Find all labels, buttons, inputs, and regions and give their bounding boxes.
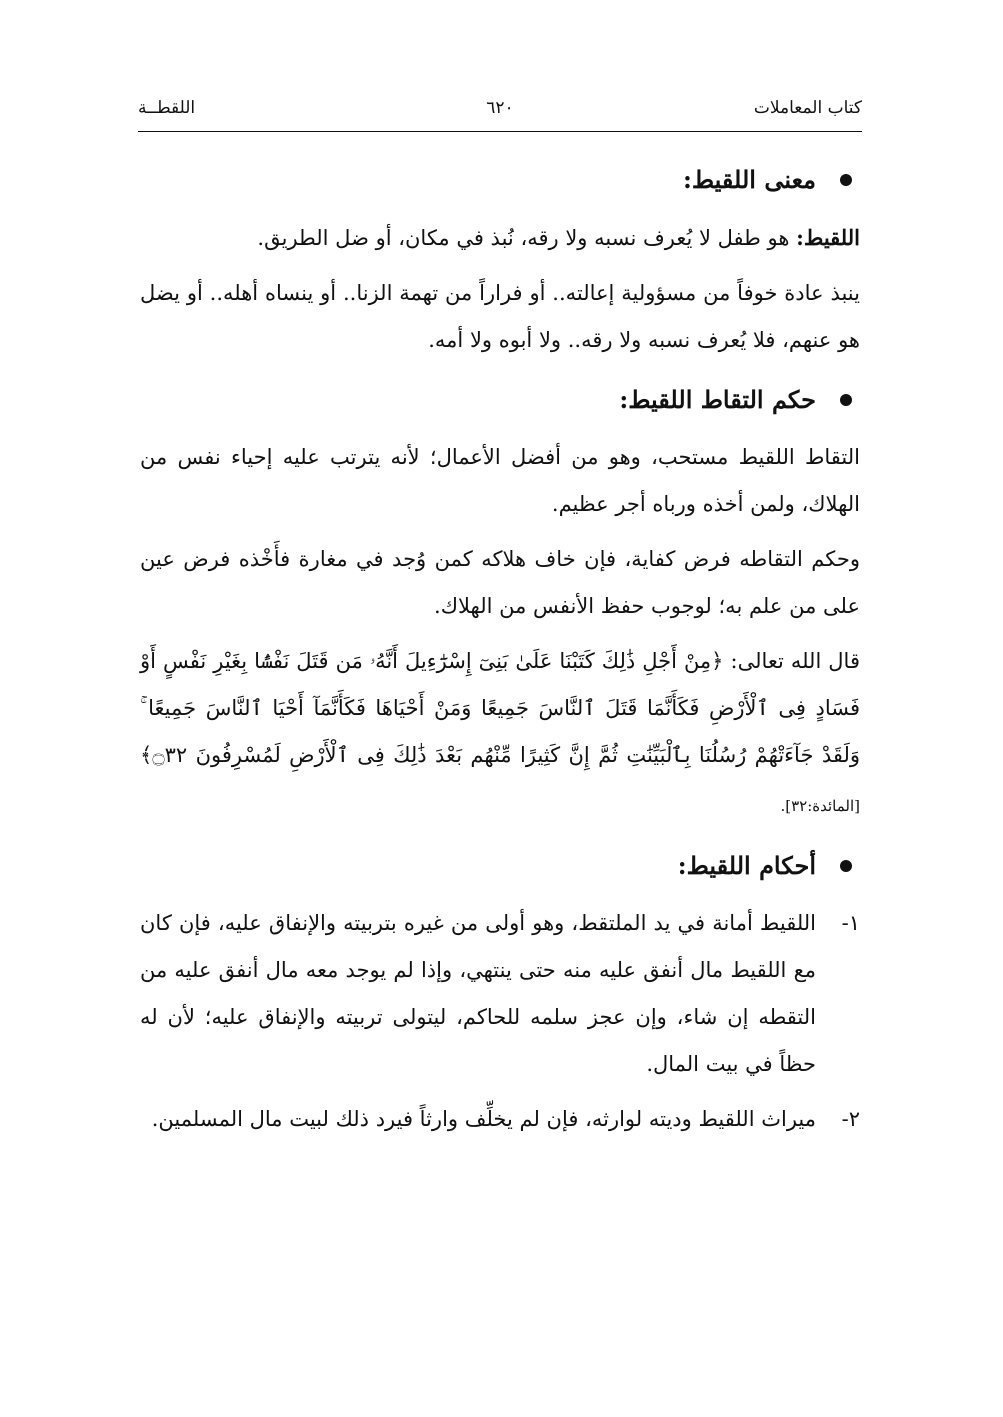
bullet-icon <box>840 174 852 186</box>
bullet-icon <box>840 860 852 872</box>
definition-text: هو طفل لا يُعرف نسبه ولا رقه، نُبذ في مكان، أو ضل الطريق. <box>257 226 797 250</box>
paragraph: ينبذ عادة خوفاً من مسؤولية إعالته.. أو فراراً من تهمة الزنا.. أو ينساه أهله.. أو يضل هو عنهم، فلا يُعرف نسبه ولا رقه.. ولا أبوه ولا أمه. <box>140 281 860 352</box>
definition-term: اللقيط: <box>796 225 860 250</box>
section-heading-text: معنى اللقيط: <box>683 165 816 194</box>
list-item <box>140 1096 860 1143</box>
section-heading-text: أحكام اللقيط: <box>677 851 816 880</box>
section-heading-meaning <box>140 152 860 208</box>
quran-verse: ﴿مِنْ أَجْلِ ذَٰلِكَ كَتَبْنَا عَلَىٰ بَنِىٓ إِسْرَٰٓءِيلَ أَنَّهُۥ مَن قَتَلَ نَفْسًۢا بِغَيْرِ نَفْسٍ أَوْ فَسَادٍ فِى ٱلْأَرْضِ فَكَأَنَّمَا قَتَلَ ٱلنَّاسَ جَمِيعًا وَمَنْ أَحْيَاهَا فَكَأَنَّمَآ أَحْيَا ٱلنَّاسَ جَمِيعًا ۚ وَلَقَدْ جَآءَتْهُمْ رُسُلُنَا بِٱلْبَيِّنَٰتِ ثُمَّ إِنَّ كَثِيرًا مِّنْهُم بَعْدَ ذَٰلِكَ فِى ٱلْأَرْضِ لَمُسْرِفُونَ ۝٣٢﴾ <box>140 649 860 767</box>
book-title: كتاب المعاملات <box>753 98 862 118</box>
section-heading-rulings <box>140 838 860 894</box>
list-item-number: ١- <box>841 911 860 935</box>
section-heading-text: حكم التقاط اللقيط: <box>619 385 816 414</box>
page-number: ٦٢٠ <box>486 98 514 118</box>
quran-quote <box>140 638 860 830</box>
page-body <box>140 152 860 1151</box>
quran-intro: قال الله تعالى: <box>723 649 860 673</box>
chapter-title: اللقطــة <box>138 98 196 118</box>
list-item <box>140 900 860 1088</box>
paragraph: التقاط اللقيط مستحب، وهو من أفضل الأعمال؛ لأنه يترتب عليه إحياء نفس من الهلاك، ولمن أخذه ورباه أجر عظيم. <box>140 445 860 516</box>
header-divider <box>138 131 862 132</box>
bullet-icon <box>840 394 852 406</box>
paragraph: وحكم التقاطه فرض كفاية، فإن خاف هلاكه كمن وُجد في مغارة فأَخْذه فرض عين على من علم به؛ لوجوب حفظ الأنفس من الهلاك. <box>140 547 860 618</box>
section-heading-ruling <box>140 372 860 428</box>
quran-reference: [المائدة:٣٢]. <box>780 797 860 815</box>
list-item-text: ميراث اللقيط وديته لوارثه، فإن لم يخلِّف وارثاً فيرد ذلك لبيت مال المسلمين. <box>151 1107 816 1131</box>
list-item-text: اللقيط أمانة في يد الملتقط، وهو أولى من غيره بتربيته والإنفاق عليه، فإن كان مع اللقيط مال أنفق عليه منه حتى ينتهي، وإذا لم يوجد معه مال أنفق عليه من التقطه إن شاء، وإن عجز سلمه للحاكم، ليتولى تربيته والإنفاق عليه؛ لأن له حظاً في بيت المال. <box>140 911 816 1076</box>
list-item-number: ٢- <box>841 1107 860 1131</box>
definition-paragraph <box>140 214 860 262</box>
running-header <box>138 98 862 128</box>
